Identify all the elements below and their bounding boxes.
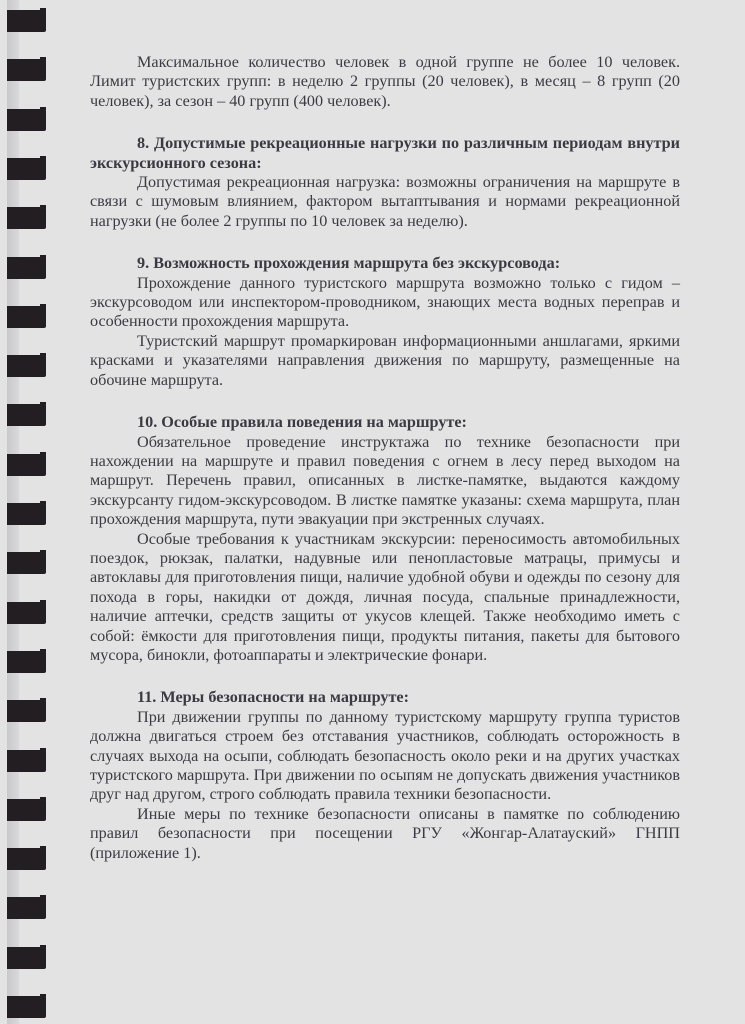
binding-hole (7, 602, 46, 624)
section-11-safety-measures (90, 688, 680, 863)
paragraph: Туристский маршрут промаркирован информационными аншлагами, яркими красками и указателями направления движения по маршруту, размещенные на обочине маршрута. (90, 331, 680, 389)
section-8-recreational-loads (90, 134, 680, 231)
binding-hole (7, 700, 46, 722)
binding-hole (7, 651, 46, 673)
binding-hole (7, 454, 46, 476)
section-heading: 10. Особые правила поведения на маршруте: (137, 413, 467, 432)
section-heading: 11. Меры безопасности на маршруте: (137, 688, 409, 707)
binding-hole (7, 109, 46, 131)
binding-hole (7, 404, 46, 426)
binding-hole (7, 257, 46, 279)
binding-hole (7, 750, 46, 772)
paragraph: Обязательное проведение инструктажа по технике безопасности при нахождении на маршруте и правил поведения с огнем в лесу перед выходом на маршрут. Перечень правил, описанных в листке-памятке, выдаются каждому экскурсанту гидом-экскурсоводом. В листке памятке указаны: схема маршрута, план прохождения маршрута, пути эвакуации при экстренных случаях. (90, 432, 680, 529)
section-group-limits (90, 53, 680, 111)
binding-hole (7, 552, 46, 574)
paragraph: При движении группы по данному туристскому маршруту группа туристов должна двигаться строем без отставания участников, соблюдать осторожность в случаях выхода на осыпи, соблюдать безопасность около реки и на других участках туристского маршрута. При движении по осыпям не допускать движения участников друг над другом, строго соблюдать правила техники безопасности. (90, 707, 680, 804)
paragraph: Максимальное количество человек в одной группе не более 10 человек. Лимит туристских групп: в неделю 2 группы (20 человек), в месяц – 8 групп (20 человек), за сезон – 40 групп (400 человек). (90, 53, 680, 110)
section-10-behavior-rules (90, 413, 680, 665)
binding-hole (7, 207, 46, 229)
section-9-without-guide (90, 254, 680, 390)
binding-hole (7, 947, 46, 969)
paragraph: Прохождение данного туристского маршрута возможно только с гидом – экскурсоводом или инспектором-проводником, знающих места водных переправ и особенности прохождения маршрута. (90, 273, 680, 331)
document-page (90, 53, 680, 863)
paragraph: Допустимая рекреационная нагрузка: возможны ограничения на маршруте в связи с шумовым влиянием, фактором вытаптывания и нормами рекреационной нагрузки (не более 2 группы по 10 человек за неделю). (90, 173, 680, 230)
binding-hole (7, 848, 46, 870)
binding-hole (7, 306, 46, 328)
binding-hole (7, 503, 46, 525)
binding-hole (7, 158, 46, 180)
binding-hole (7, 799, 46, 821)
section-heading: 8. Допустимые рекреационные нагрузки по различным периодам внутри экскурсионного сезона: (90, 134, 680, 172)
binding-hole (7, 897, 46, 919)
paragraph: Иные меры по технике безопасности описаны в памятке по соблюдению правил безопасности при посещении РГУ «Жонгар-Алатауский» ГНПП (приложение 1). (90, 804, 680, 862)
binding-hole (7, 355, 46, 377)
binding-hole (7, 996, 46, 1018)
section-heading: 9. Возможность прохождения маршрута без экскурсовода: (137, 254, 561, 273)
binding-hole (7, 10, 46, 32)
paragraph: Особые требования к участникам экскурсии: переносимость автомобильных поездок, рюкзак, палатки, надувные или пенопластовые матрацы, примусы и автоклавы для приготовления пищи, наличие удобной обуви и одежды по сезону для похода в горы, накидки от дождя, личная посуда, спальные принадлежности, наличие аптечки, средств защиты от укусов клещей. Также необходимо иметь с собой: ёмкости для приготовления пищи, продукты питания, пакеты для бытового мусора, бинокли, фотоаппараты и электрические фонари. (90, 529, 680, 664)
binding-hole (7, 59, 46, 81)
